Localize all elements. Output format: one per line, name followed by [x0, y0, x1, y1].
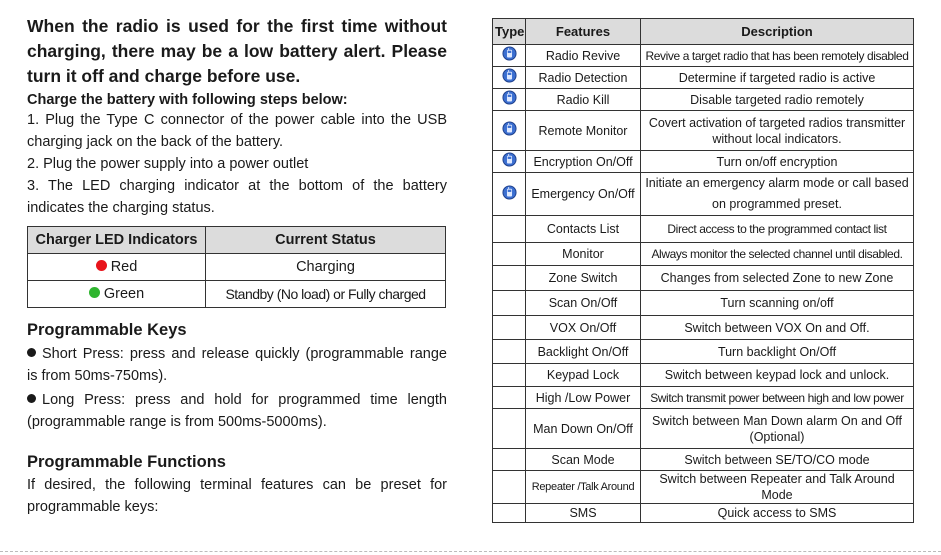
feature-row	[493, 67, 914, 89]
led-header-indicator: Charger LED Indicators	[28, 227, 206, 254]
feature-row	[493, 151, 914, 173]
led-row-red	[28, 254, 446, 281]
feature-description-cell: Switch transmit power between high and low power	[641, 387, 914, 409]
feature-type-cell	[493, 291, 526, 316]
long-press-item	[27, 389, 447, 433]
radio-icon	[502, 90, 517, 109]
feature-type-cell	[493, 387, 526, 409]
feature-type-cell	[493, 266, 526, 291]
led-indicator-cell	[28, 254, 206, 281]
feature-name-cell: Repeater /Talk Around	[526, 471, 641, 504]
feature-type-cell	[493, 111, 526, 151]
feature-row	[493, 243, 914, 266]
charge-steps-heading: Charge the battery with following steps below:	[27, 92, 348, 108]
feature-row	[493, 45, 914, 67]
feature-name-cell: Scan On/Off	[526, 291, 641, 316]
feature-description-cell: Initiate an emergency alarm mode or call based on programmed preset.	[641, 173, 914, 216]
feature-name-cell: Remote Monitor	[526, 111, 641, 151]
green-dot-icon	[89, 287, 100, 298]
programmable-keys-body	[27, 343, 447, 433]
feature-type-cell	[493, 89, 526, 111]
feature-name-cell: Emergency On/Off	[526, 173, 641, 216]
feature-row	[493, 504, 914, 523]
header-features: Features	[526, 19, 641, 45]
feature-row	[493, 291, 914, 316]
feature-row	[493, 316, 914, 340]
feature-name-cell: Radio Kill	[526, 89, 641, 111]
feature-name-cell: Monitor	[526, 243, 641, 266]
charger-led-table	[27, 226, 446, 308]
feature-row	[493, 89, 914, 111]
led-row-green	[28, 281, 446, 308]
programmable-keys-title: Programmable Keys	[27, 321, 187, 339]
feature-description-cell: Always monitor the selected channel until disabled.	[641, 243, 914, 266]
programmable-functions-title: Programmable Functions	[27, 453, 226, 471]
radio-icon	[502, 185, 517, 204]
feature-row	[493, 111, 914, 151]
feature-description-cell: Turn backlight On/Off	[641, 340, 914, 364]
charge-step-1: 1. Plug the Type C connector of the power cable into the USB charging jack on the back of the battery.	[27, 112, 447, 150]
feature-description-cell: Changes from selected Zone to new Zone	[641, 266, 914, 291]
feature-description-cell: Turn scanning on/off	[641, 291, 914, 316]
feature-name-cell: VOX On/Off	[526, 316, 641, 340]
feature-name-cell: Encryption On/Off	[526, 151, 641, 173]
feature-description-cell: Quick access to SMS	[641, 504, 914, 523]
feature-type-cell	[493, 151, 526, 173]
page-bottom-rule	[0, 551, 941, 552]
header-description: Description	[641, 19, 914, 45]
features-table	[492, 18, 914, 523]
red-dot-icon	[96, 260, 107, 271]
feature-type-cell	[493, 216, 526, 243]
charge-step-2: 2. Plug the power supply into a power outlet	[27, 156, 309, 172]
feature-type-cell	[493, 340, 526, 364]
feature-name-cell: Contacts List	[526, 216, 641, 243]
feature-type-cell	[493, 449, 526, 471]
feature-description-cell: Direct access to the programmed contact list	[641, 216, 914, 243]
radio-icon	[502, 46, 517, 65]
bullet-icon	[27, 348, 36, 357]
feature-description-cell: Switch between Repeater and Talk Around Mode	[641, 471, 914, 504]
feature-name-cell: Man Down On/Off	[526, 409, 641, 449]
programmable-functions-body	[27, 474, 447, 518]
feature-type-cell	[493, 504, 526, 523]
led-status-cell: Standby (No load) or Fully charged	[206, 281, 446, 308]
bullet-icon	[27, 394, 36, 403]
features-table-body	[493, 45, 914, 523]
programmable-functions-text: If desired, the following terminal features can be preset for programmable keys:	[27, 477, 447, 515]
feature-name-cell: Scan Mode	[526, 449, 641, 471]
led-table-header	[28, 227, 446, 254]
feature-type-cell	[493, 243, 526, 266]
feature-row	[493, 449, 914, 471]
feature-type-cell	[493, 409, 526, 449]
feature-description-cell: Determine if targeted radio is active	[641, 67, 914, 89]
feature-type-cell	[493, 45, 526, 67]
led-header-status: Current Status	[206, 227, 446, 254]
radio-icon	[502, 152, 517, 171]
feature-type-cell	[493, 364, 526, 387]
feature-name-cell: Zone Switch	[526, 266, 641, 291]
feature-type-cell	[493, 67, 526, 89]
charging-section	[27, 14, 447, 219]
low-battery-warning: When the radio is used for the first time without charging, there may be a low battery alert. Please turn it off and charge before use.	[27, 16, 447, 86]
feature-name-cell: Backlight On/Off	[526, 340, 641, 364]
led-indicator-cell	[28, 281, 206, 308]
feature-name-cell: Keypad Lock	[526, 364, 641, 387]
feature-description-cell: Switch between VOX On and Off.	[641, 316, 914, 340]
long-press-text: Long Press: press and hold for programmed time length (programmable range is from 500ms-5000ms).	[27, 392, 447, 430]
feature-description-cell: Covert activation of targeted radios transmitter without local indicators.	[641, 111, 914, 151]
feature-row	[493, 216, 914, 243]
radio-icon	[502, 121, 517, 140]
features-table-header	[493, 19, 914, 45]
led-indicator-label: Red	[110, 259, 138, 275]
short-press-text: Short Press: press and release quickly (programmable range is from 50ms-750ms).	[27, 346, 447, 384]
feature-row	[493, 364, 914, 387]
feature-type-cell	[493, 316, 526, 340]
feature-description-cell: Revive a target radio that has been remotely disabled	[641, 45, 914, 67]
led-status-cell: Charging	[206, 254, 446, 281]
feature-type-cell	[493, 173, 526, 216]
feature-row	[493, 266, 914, 291]
feature-row	[493, 471, 914, 504]
feature-row	[493, 340, 914, 364]
feature-row	[493, 409, 914, 449]
feature-description-cell: Switch between Man Down alarm On and Off (Optional)	[641, 409, 914, 449]
feature-type-cell	[493, 471, 526, 504]
feature-name-cell: Radio Revive	[526, 45, 641, 67]
radio-icon	[502, 68, 517, 87]
feature-row	[493, 387, 914, 409]
feature-description-cell: Turn on/off encryption	[641, 151, 914, 173]
feature-description-cell: Switch between keypad lock and unlock.	[641, 364, 914, 387]
feature-name-cell: High /Low Power	[526, 387, 641, 409]
feature-name-cell: Radio Detection	[526, 67, 641, 89]
led-indicator-label: Green	[103, 286, 145, 302]
feature-name-cell: SMS	[526, 504, 641, 523]
header-type: Type	[493, 19, 526, 45]
short-press-item	[27, 343, 447, 387]
feature-row	[493, 173, 914, 216]
feature-description-cell: Switch between SE/TO/CO mode	[641, 449, 914, 471]
charge-step-3: 3. The LED charging indicator at the bottom of the battery indicates the charging status.	[27, 178, 447, 216]
feature-description-cell: Disable targeted radio remotely	[641, 89, 914, 111]
